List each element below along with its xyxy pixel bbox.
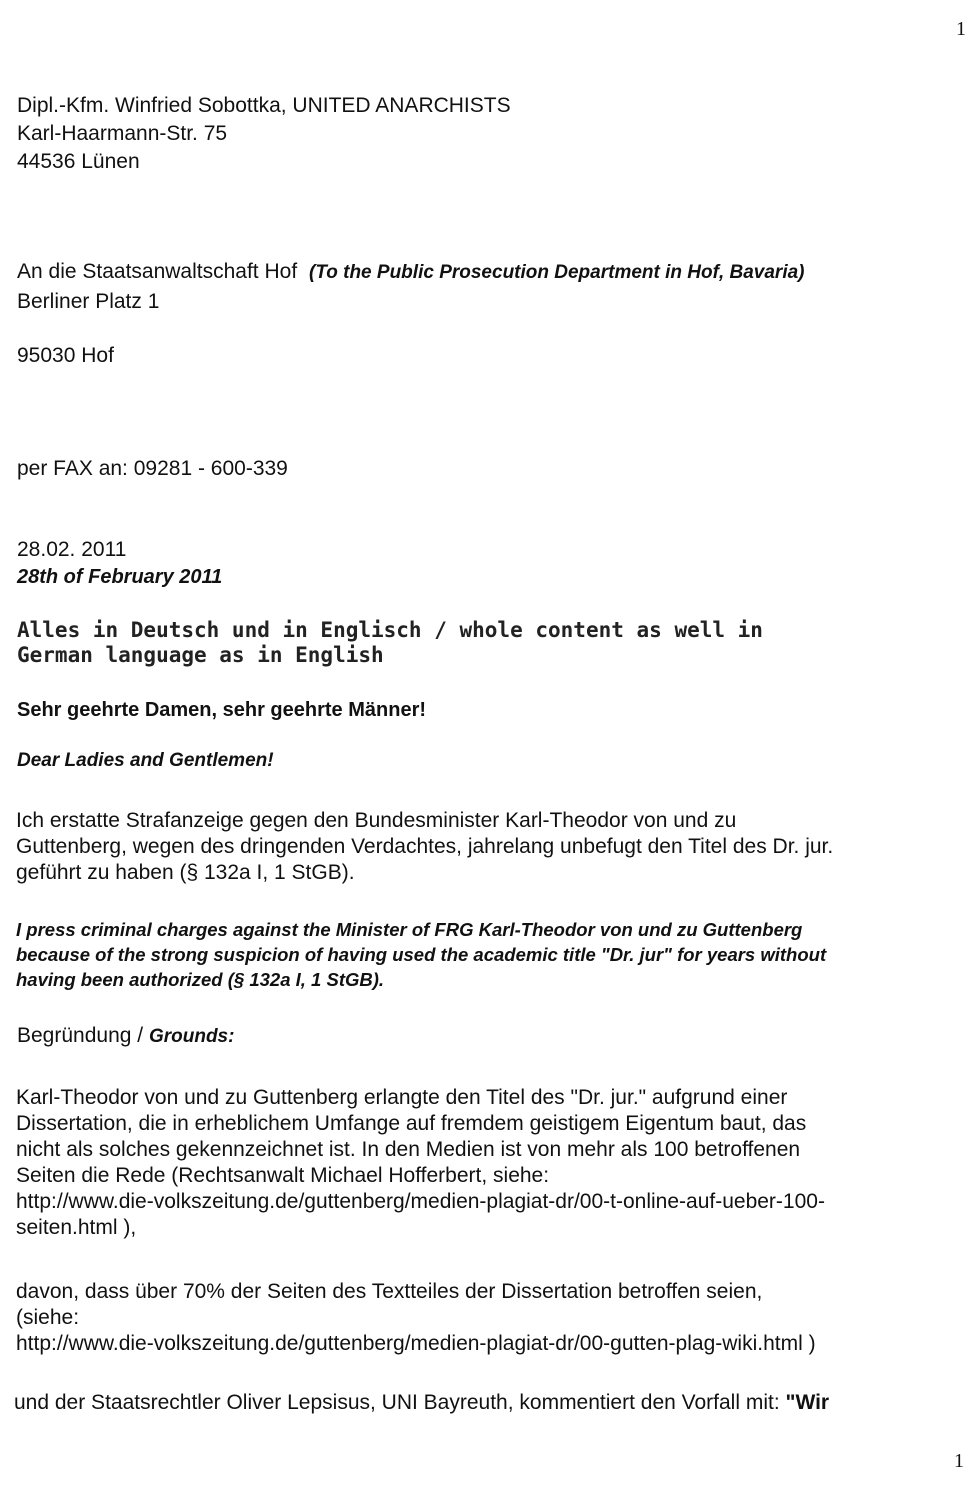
recipient-name: An die Staatsanwaltschaft Hof <box>17 260 298 283</box>
quote-start: "Wir <box>785 1391 830 1414</box>
recipient-city: 95030 Hof <box>17 344 114 367</box>
date-numeric: 28.02. 2011 <box>17 538 127 561</box>
body-line: nicht als solches gekennzeichnet ist. In den Medien ist von mehr als 100 betroffenen <box>16 1138 801 1161</box>
body-line: Seiten die Rede (Rechtsanwalt Michael Hofferbert, siehe: <box>16 1164 550 1187</box>
date-english: 28th of February 2011 <box>17 566 223 588</box>
recipient-address <box>17 258 805 287</box>
charge-english-line: because of the strong suspicion of having used the academic title "Dr. jur" for years without <box>16 944 827 965</box>
body-line: Dissertation, die in erheblichem Umfange auf fremdem geistigem Eigentum baut, das <box>16 1112 807 1135</box>
language-note-line1: Alles in Deutsch und in Englisch / whole content as well in <box>17 618 763 642</box>
body-line: davon, dass über 70% der Seiten des Textteiles der Dissertation betroffen seien, <box>16 1280 763 1303</box>
charge-english <box>16 917 966 992</box>
charge-german-line: Guttenberg, wegen des dringenden Verdachtes, jahrelang unbefugt den Titel des Dr. jur. <box>16 835 834 858</box>
charge-german-line: geführt zu haben (§ 132a I, 1 StGB). <box>16 861 355 884</box>
sender-name: Dipl.-Kfm. Winfried Sobottka, UNITED ANARCHISTS <box>17 94 511 117</box>
sender-street: Karl-Haarmann-Str. 75 <box>17 122 228 145</box>
body-line: Karl-Theodor von und zu Guttenberg erlangte den Titel des "Dr. jur." aufgrund einer <box>16 1086 788 1109</box>
body-paragraph-1 <box>16 1085 966 1241</box>
recipient-street: Berliner Platz 1 <box>17 290 160 313</box>
body-line: seiten.html ), <box>16 1216 137 1239</box>
grounds-heading <box>17 1022 234 1051</box>
charge-german-line: Ich erstatte Strafanzeige gegen den Bundesminister Karl-Theodor von und zu <box>16 809 737 832</box>
charge-german <box>16 808 966 886</box>
page-number-bottom: 1 <box>954 1450 964 1472</box>
grounds-german: Begründung / <box>17 1024 144 1047</box>
page-number-top: 1 <box>956 18 966 40</box>
language-note-line2: German language as in English <box>17 643 384 667</box>
recipient-translation: (To the Public Prosecution Department in Hof, Bavaria) <box>309 262 805 283</box>
sender-city: 44536 Lünen <box>17 150 140 173</box>
body-paragraph-3 <box>14 1389 829 1417</box>
salutation-german: Sehr geehrte Damen, sehr geehrte Männer! <box>17 699 427 721</box>
charge-english-line: I press criminal charges against the Minister of FRG Karl-Theodor von und zu Guttenberg <box>16 919 803 940</box>
charge-english-line: having been authorized (§ 132a I, 1 StGB). <box>16 969 385 990</box>
salutation-english: Dear Ladies and Gentlemen! <box>17 750 274 771</box>
body-line: (siehe: <box>16 1306 80 1329</box>
grounds-english: Grounds: <box>148 1026 235 1047</box>
body-link: http://www.die-volkszeitung.de/guttenberg/medien-plagiat-dr/00-gutten-plag-wiki.html ) <box>16 1332 816 1355</box>
body-paragraph-2 <box>16 1279 966 1357</box>
body-line: und der Staatsrechtler Oliver Lepsisus, UNI Bayreuth, kommentiert den Vorfall mit: <box>14 1391 786 1414</box>
body-link: http://www.die-volkszeitung.de/guttenberg/medien-plagiat-dr/00-t-online-auf-ueber-100- <box>16 1190 825 1213</box>
fax-number: per FAX an: 09281 - 600-339 <box>17 457 288 480</box>
